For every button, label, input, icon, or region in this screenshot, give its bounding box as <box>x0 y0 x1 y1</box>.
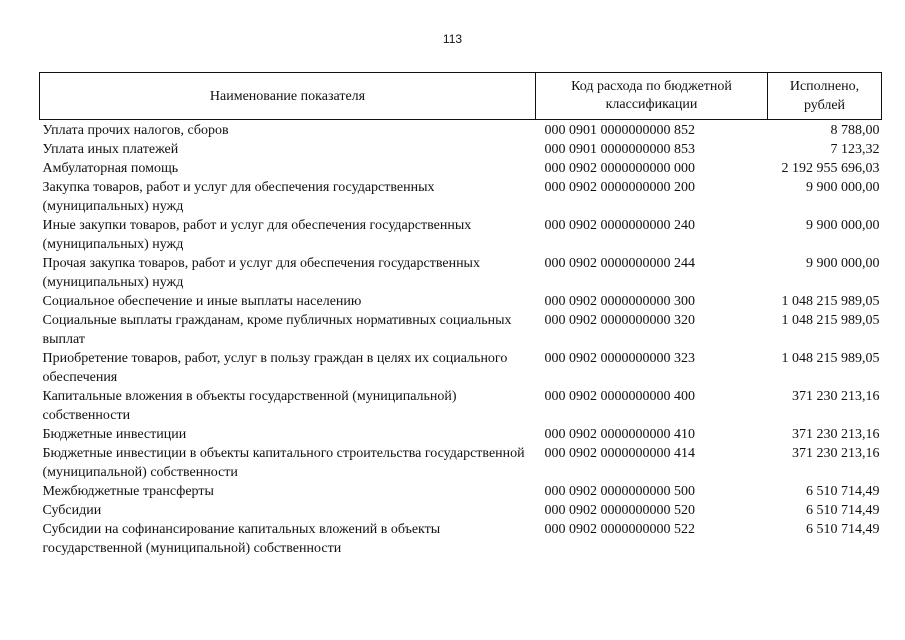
row-code: 000 0902 0000000000 320 <box>544 313 695 328</box>
header-executed-amount: Исполнено, рублей <box>768 73 882 120</box>
row-name: Приобретение товаров, работ, услуг в пользу граждан в целях их социального обеспечения <box>42 351 508 385</box>
header-budget-code: Код расхода по бюджетной классификации <box>536 73 768 120</box>
row-code: 000 0902 0000000000 400 <box>544 389 695 404</box>
table-row <box>40 444 882 482</box>
row-sum: 6 510 714,49 <box>806 522 880 537</box>
table-row <box>40 349 882 387</box>
table-row <box>40 520 882 558</box>
row-name: Прочая закупка товаров, работ и услуг для обеспечения государственных (муниципальных) нужд <box>42 256 480 290</box>
table-row <box>40 216 882 254</box>
row-code: 000 0901 0000000000 853 <box>544 142 695 157</box>
row-name: Межбюджетные трансферты <box>42 484 214 499</box>
table-row <box>40 140 882 159</box>
row-sum: 7 123,32 <box>830 142 880 157</box>
row-name: Социальное обеспечение и иные выплаты населению <box>42 294 362 309</box>
row-code: 000 0902 0000000000 520 <box>544 503 695 518</box>
row-name: Капитальные вложения в объекты государственной (муниципальной) собственности <box>42 389 457 423</box>
row-code: 000 0902 0000000000 200 <box>544 180 695 195</box>
row-code: 000 0902 0000000000 300 <box>544 294 695 309</box>
table-row <box>40 120 882 141</box>
row-sum: 1 048 215 989,05 <box>781 313 880 328</box>
table-row <box>40 178 882 216</box>
row-name: Амбулаторная помощь <box>42 161 179 176</box>
row-name: Закупка товаров, работ и услуг для обеспечения государственных (муниципальных) нужд <box>42 180 435 214</box>
table-row <box>40 159 882 178</box>
row-sum: 1 048 215 989,05 <box>781 294 880 309</box>
header-indicator-name: Наименование показателя <box>40 73 536 120</box>
row-name: Уплата прочих налогов, сборов <box>42 123 229 138</box>
table-row <box>40 425 882 444</box>
row-sum: 6 510 714,49 <box>806 484 880 499</box>
row-sum: 371 230 213,16 <box>792 446 880 461</box>
row-sum: 6 510 714,49 <box>806 503 880 518</box>
row-name: Субсидии на софинансирование капитальных вложений в объекты государственной (муниципальной) собственности <box>42 522 441 556</box>
expense-table <box>39 72 882 558</box>
table-row <box>40 387 882 425</box>
row-sum: 1 048 215 989,05 <box>781 351 880 366</box>
row-code: 000 0902 0000000000 522 <box>544 522 695 537</box>
row-code: 000 0902 0000000000 500 <box>544 484 695 499</box>
row-code: 000 0902 0000000000 000 <box>544 161 695 176</box>
row-code: 000 0902 0000000000 240 <box>544 218 695 233</box>
row-name: Иные закупки товаров, работ и услуг для обеспечения государственных (муниципальных) нужд <box>42 218 472 252</box>
row-code: 000 0902 0000000000 410 <box>544 427 695 442</box>
row-sum: 9 900 000,00 <box>806 180 880 195</box>
row-sum: 371 230 213,16 <box>792 389 880 404</box>
row-name: Бюджетные инвестиции <box>42 427 187 442</box>
row-code: 000 0902 0000000000 414 <box>544 446 695 461</box>
table-row <box>40 482 882 501</box>
row-sum: 371 230 213,16 <box>792 427 880 442</box>
row-sum: 9 900 000,00 <box>806 218 880 233</box>
table-row <box>40 292 882 311</box>
row-sum: 9 900 000,00 <box>806 256 880 271</box>
row-code: 000 0902 0000000000 244 <box>544 256 695 271</box>
row-name: Бюджетные инвестиции в объекты капитального строительства государственной (муниципальной) собственности <box>42 446 525 480</box>
row-name: Субсидии <box>42 503 102 518</box>
table-header-row <box>40 73 882 120</box>
row-sum: 2 192 955 696,03 <box>781 161 880 176</box>
row-name: Уплата иных платежей <box>42 142 179 157</box>
page-number: 113 <box>442 32 463 46</box>
table-row <box>40 311 882 349</box>
row-name: Социальные выплаты гражданам, кроме публичных нормативных социальных выплат <box>42 313 512 347</box>
row-sum: 8 788,00 <box>830 123 880 138</box>
table-row <box>40 254 882 292</box>
table-row <box>40 501 882 520</box>
row-code: 000 0902 0000000000 323 <box>544 351 695 366</box>
row-code: 000 0901 0000000000 852 <box>544 123 695 138</box>
